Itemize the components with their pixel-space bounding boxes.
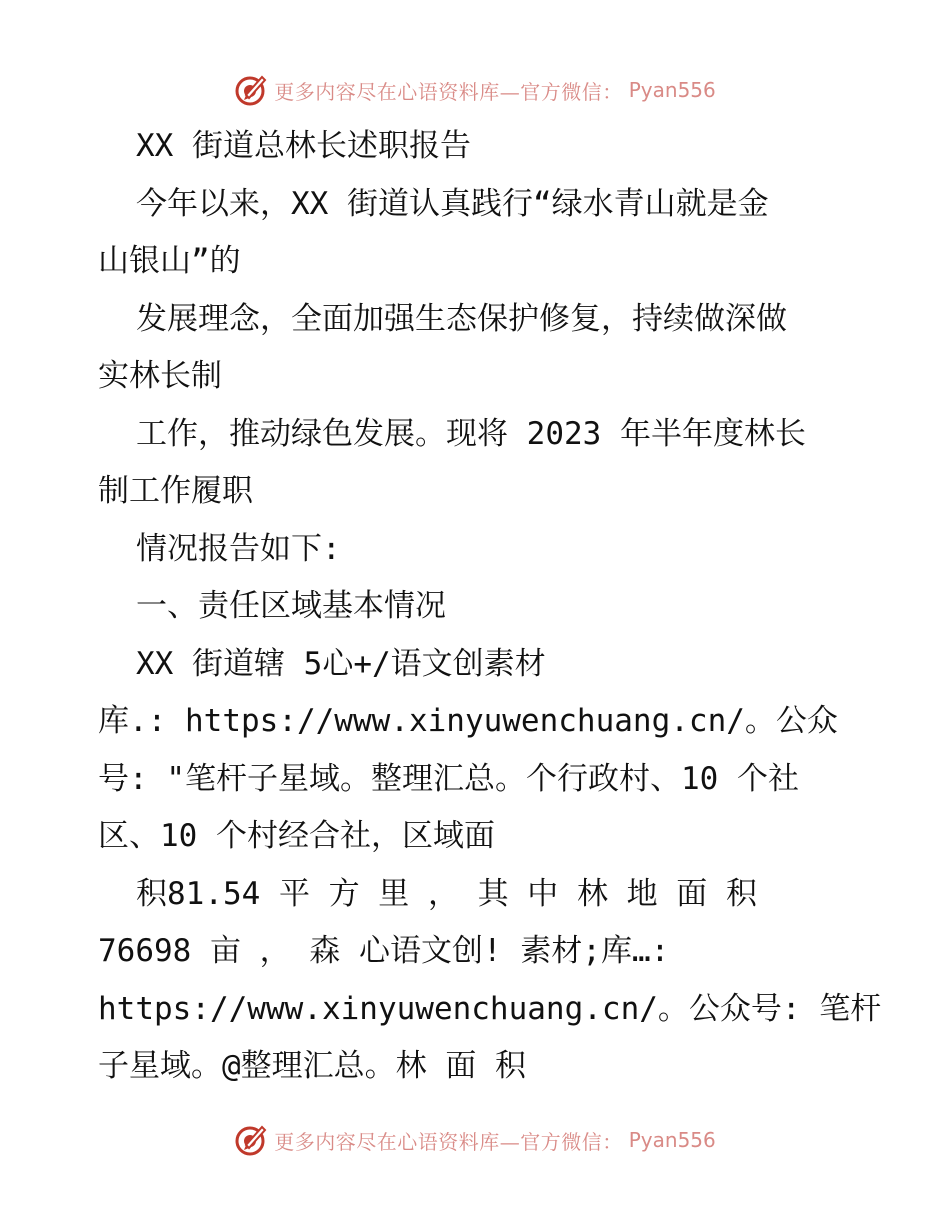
paragraph-line: XX 街道辖 5心+/语文创素材 xyxy=(136,645,546,682)
pen-circle-logo-icon xyxy=(234,1123,268,1157)
paragraph-line: 情况报告如下: xyxy=(136,530,341,567)
paragraph-line: 山银山”的 xyxy=(98,243,241,279)
banner-wechat-id: Pyan556 xyxy=(628,1128,716,1152)
paragraph-line: 区、10 个村经合社，区域面 xyxy=(98,818,495,854)
document-body xyxy=(98,118,882,1096)
paragraph-line: 库.: https://www.xinyuwenchuang.cn/。公众 xyxy=(98,703,838,739)
header-banner xyxy=(0,70,950,110)
paragraph-line: 工作，推动绿色发展。现将 2023 年半年度林长 xyxy=(136,415,806,452)
paragraph-line: 号: "笔杆子星域。整理汇总。个行政村、10 个社 xyxy=(98,760,799,797)
pen-circle-logo-icon xyxy=(234,73,268,107)
paragraph-line: 发展理念，全面加强生态保护修复，持续做深做 xyxy=(136,300,787,337)
paragraph-line: 子星域。@整理汇总。林 面 积 xyxy=(98,1048,526,1084)
banner-wechat-id: Pyan556 xyxy=(628,78,716,102)
paragraph-line: 积81.54 平 方 里 ， 其 中 林 地 面 积 xyxy=(136,875,757,912)
paragraph-line: 今年以来，XX 街道认真践行“绿水青山就是金 xyxy=(136,185,769,222)
paragraph-line: 76698 亩 ， 森 心语文创! 素材;库…: xyxy=(98,933,670,969)
header-banner-content xyxy=(234,73,716,107)
banner-text: 更多内容尽在心语资料库—官方微信： xyxy=(274,79,623,104)
footer-banner-content xyxy=(234,1123,716,1157)
paragraph-line: 制工作履职 xyxy=(98,473,253,509)
section-heading: 一、责任区域基本情况 xyxy=(136,588,446,624)
paragraph-line: 实林长制 xyxy=(98,358,222,394)
footer-banner xyxy=(0,1120,950,1160)
document-title: XX 街道总林长述职报告 xyxy=(136,128,471,164)
paragraph-line: https://www.xinyuwenchuang.cn/。公众号: 笔杆 xyxy=(98,990,882,1027)
banner-text: 更多内容尽在心语资料库—官方微信： xyxy=(274,1129,623,1154)
